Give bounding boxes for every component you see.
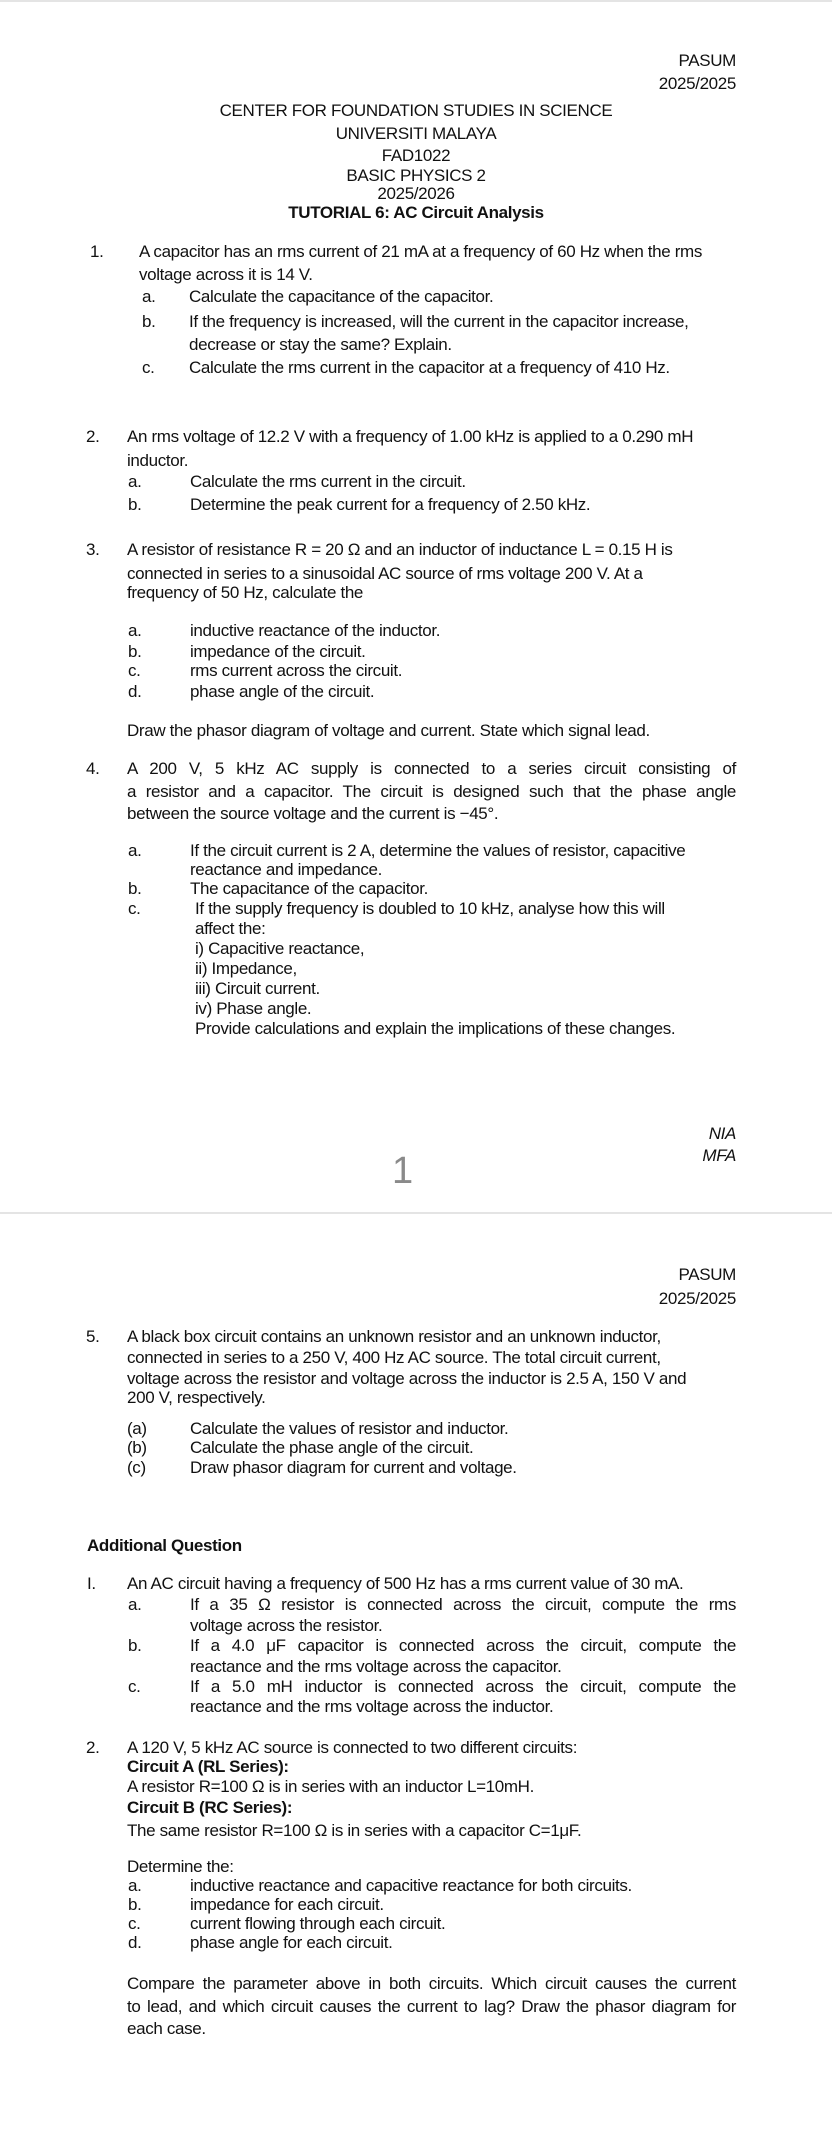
part-label: c. [142,358,155,377]
part-text: voltage across the resistor. [190,1616,383,1635]
part-text: If a 5.0 mH inductor is connected across the circuit, compute the [190,1677,736,1696]
question-text: connected in series to a sinusoidal AC source of rms voltage 200 V. At a [127,564,643,583]
initials-mfa: MFA [702,1146,736,1165]
part-label: b. [142,312,156,331]
part-text: iii) Circuit current. [195,979,320,998]
part-text: Provide calculations and explain the implications of these changes. [195,1019,676,1038]
question-text: A black box circuit contains an unknown resistor and an unknown inductor, [127,1327,661,1346]
header-org: PASUM [678,1265,736,1284]
circuit-b-text: The same resistor R=100 Ω is in series with a capacitor C=1μF. [127,1821,582,1840]
question-number: 5. [86,1327,100,1346]
part-text: If the frequency is increased, will the current in the capacitor increase, [189,312,689,331]
question-text: A capacitor has an rms current of 21 mA at a frequency of 60 Hz when the rms [139,242,703,261]
title-code: FAD1022 [381,146,451,165]
part-text: current flowing through each circuit. [190,1914,446,1933]
part-text: Calculate the rms current in the circuit. [190,472,466,491]
question-text: 200 V, respectively. [127,1388,266,1407]
part-text: reactance and impedance. [190,860,382,879]
part-label: b. [128,1895,142,1914]
part-text: phase angle of the circuit. [190,682,375,701]
part-text: The capacitance of the capacitor. [190,879,428,898]
header-org: PASUM [678,51,736,70]
question-number: 4. [86,759,100,778]
question-text: a resistor and a capacitor. The circuit is designed such that the phase angle [127,782,736,801]
title-center: CENTER FOR FOUNDATION STUDIES IN SCIENCE [219,101,613,120]
part-text: inductive reactance of the inductor. [190,621,441,640]
circuit-a-title: Circuit A (RL Series): [127,1757,289,1776]
part-text: Calculate the rms current in the capacitor at a frequency of 410 Hz. [189,358,670,377]
question-text: A 200 V, 5 kHz AC supply is connected to a series circuit consisting of [127,759,736,778]
title-university: UNIVERSITI MALAYA [335,124,497,143]
compare-text: each case. [127,2019,206,2038]
part-label: b. [128,1636,142,1655]
title-course: BASIC PHYSICS 2 [346,166,486,185]
question-number: 2. [86,427,100,446]
question-text: connected in series to a 250 V, 400 Hz AC source. The total circuit current, [127,1348,661,1367]
question-number: 3. [86,540,100,559]
part-text: reactance and the rms voltage across the capacitor. [190,1657,562,1676]
question-text: A 120 V, 5 kHz AC source is connected to two different circuits: [127,1738,578,1757]
part-text: Draw phasor diagram for current and voltage. [190,1458,517,1477]
part-label: d. [128,1933,142,1952]
top-border [0,0,832,2]
part-label: a. [142,287,156,306]
question-text: voltage across the resistor and voltage across the inductor is 2.5 A, 150 V and [127,1369,687,1388]
part-label: c. [128,1914,141,1933]
header-session: 2025/2025 [658,74,736,93]
part-label: b. [128,879,142,898]
part-text: If a 35 Ω resistor is connected across the circuit, compute the rms [190,1595,736,1614]
part-label: (a) [127,1419,147,1438]
additional-question-heading: Additional Question [87,1536,242,1555]
question-text: frequency of 50 Hz, calculate the [127,583,364,602]
part-text: If a 4.0 μF capacitor is connected across the circuit, compute the [190,1636,736,1655]
question-text: An rms voltage of 12.2 V with a frequency of 1.00 kHz is applied to a 0.290 mH [127,427,694,446]
part-text: iv) Phase angle. [195,999,312,1018]
compare-text: to lead, and which circuit causes the current to lag? Draw the phasor diagram for [127,1997,736,2016]
part-text: ii) Impedance, [195,959,297,978]
initials-nia: NIA [708,1124,736,1143]
part-text: inductive reactance and capacitive reactance for both circuits. [190,1876,632,1895]
part-text: Calculate the capacitance of the capacitor. [189,287,494,306]
question-text: voltage across it is 14 V. [139,265,313,284]
question-text: between the source voltage and the current is −45°. [127,804,499,823]
part-text: Determine the peak current for a frequency of 2.50 kHz. [190,495,591,514]
question-number: 1. [90,242,104,261]
header-session: 2025/2025 [658,1289,736,1308]
part-label: a. [128,841,142,860]
part-label: d. [128,682,142,701]
circuit-b-title: Circuit B (RC Series): [127,1798,293,1817]
title-year: 2025/2026 [377,184,455,203]
page-number: 1 [392,1150,414,1192]
part-label: a. [128,621,142,640]
question-footer: Draw the phasor diagram of voltage and current. State which signal lead. [127,721,650,740]
part-text: impedance of the circuit. [190,642,366,661]
question-text: A resistor of resistance R = 20 Ω and an inductor of inductance L = 0.15 H is [127,540,673,559]
part-label: b. [128,642,142,661]
page-separator [0,1212,832,1214]
part-label: c. [128,1677,141,1696]
part-text: affect the: [195,919,266,938]
part-label: (c) [127,1458,146,1477]
question-text: An AC circuit having a frequency of 500 Hz has a rms current value of 30 mA. [127,1574,684,1593]
question-number: 2. [86,1738,100,1757]
part-label: a. [128,1876,142,1895]
part-label: c. [128,899,141,918]
part-text: reactance and the rms voltage across the inductor. [190,1697,554,1716]
question-text: inductor. [127,451,189,470]
circuit-a-text: A resistor R=100 Ω is in series with an inductor L=10mH. [127,1777,534,1796]
compare-text: Compare the parameter above in both circuits. Which circuit causes the current [127,1974,736,1993]
part-text: impedance for each circuit. [190,1895,384,1914]
part-text: phase angle for each circuit. [190,1933,393,1952]
part-label: a. [128,1595,142,1614]
part-text: rms current across the circuit. [190,661,403,680]
part-text: Calculate the phase angle of the circuit. [190,1438,474,1457]
part-text: If the supply frequency is doubled to 10 kHz, analyse how this will [195,899,665,918]
part-label: a. [128,472,142,491]
tutorial-title: TUTORIAL 6: AC Circuit Analysis [288,203,544,222]
part-text: i) Capacitive reactance, [195,939,365,958]
part-text: If the circuit current is 2 A, determine the values of resistor, capacitive [190,841,686,860]
question-number: I. [87,1574,96,1593]
part-label: (b) [127,1438,147,1457]
part-text: decrease or stay the same? Explain. [189,335,452,354]
determine-text: Determine the: [127,1857,234,1876]
part-label: c. [128,661,141,680]
part-text: Calculate the values of resistor and inductor. [190,1419,509,1438]
part-label: b. [128,495,142,514]
